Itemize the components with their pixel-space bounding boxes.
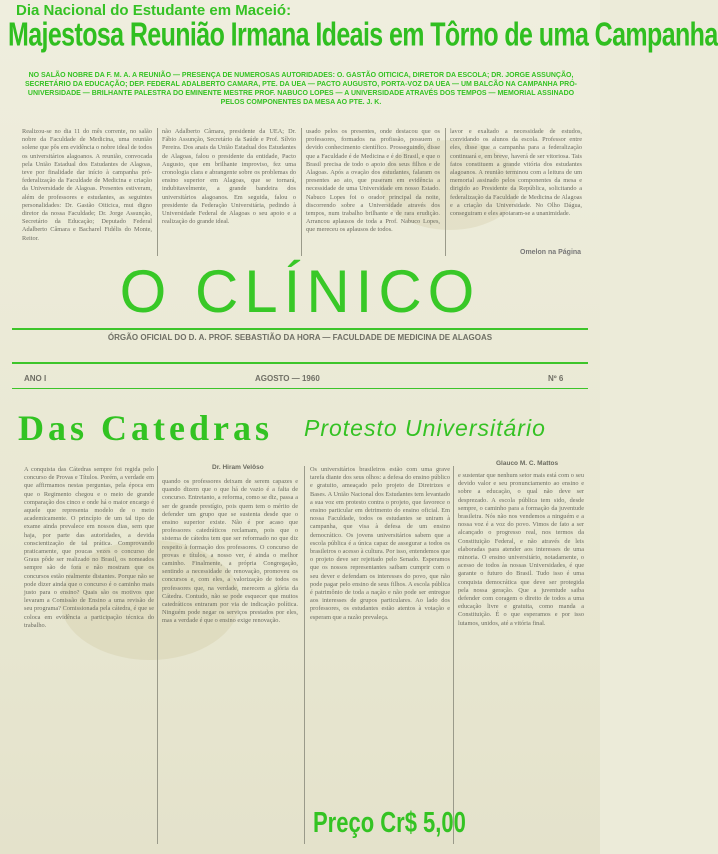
left-story-byline: Dr. Hiram Velôso	[212, 464, 264, 471]
right-story-title: Protesto Universitário	[304, 415, 546, 441]
info-rule-bottom	[12, 388, 588, 389]
issue-year: ANO I	[24, 374, 47, 383]
masthead-rule	[12, 328, 588, 330]
top-column-3: usado pelos os presentes, onde destacou que os professores, formados na profissão, possuem o devido conhecimento científico. Prosseguindo, disse que a Faculdade é de Medicina e é do Brasil, e que o Brasil precisa de todo o apoio dos seus filhos e de Alagoas. Após a ovação dos estudantes, falaram os presentes ao ato, que puseram em evidência a necessidade de uma Universidade em nosso Estado. Nabuco Lopes foi o orador principal da noite, discorrendo sobre a Universidade através dos tempos, num trabalho brilhante e de rara erudição. Arrancou aplausos de toda a Prof. Nabuco Lopes, que mereceu os aplausos de todos.	[306, 128, 440, 234]
left-story-column-1: A conquista das Cátedras sempre foi regida pelo concurso de Provas e Títulos. Porém, a verdade em que affirmamos nestas perguntas, pela época em que o Regimento chegou e o meio de grande comparação dos cinco e onde há o maior encargo é aquele que representa modelo de o meio academicamente. O princípio de um tal tipo de exame ainda prevalece em nossos dias, sem que haja, por parte das autoridades, a devida conscientização de tal prática. Comprovando praticamente, que poucas vezes o concurso de Graus pôde ser realizado no Brasil, os nomeados sempre são de fora e não mostram que os concursos estão realmente distantes. Porque não se pode dizer ainda que o concurso é o caminho mais justo para o ensino? Quais são os motivos que levaram a Comissão de Ensino a uma revisão de seu programa? Comissionada pela cátedra, é que se coloca em evidência a participação técnica do trabalho.	[24, 466, 154, 629]
right-story-byline: Glauco M. C. Mattos	[496, 460, 559, 467]
issue-date: AGOSTO — 1960	[255, 374, 320, 383]
subhead: NO SALÃO NOBRE DA F. M. A. A REUNIÃO — PRESENÇA DE NUMEROSAS AUTORIDADES: O. GASTÃO OITICICA, DIRETOR DA ESCOLA; DR. JORGE ASSUNÇÃO, SECRETÁRIO DA EDUCAÇÃO; DEP. FEDERAL ADALBERTO CAMARA, PTE. DA UEA — PACTO AUGUSTO, PORTA-VOZ DA UEA — UM BALCÃO NA CAMPANHA PRÓ-UNIVERSIDADE — BRILHANTE PALESTRA DO EMINENTE MESTRE PROF. NABUCO LOPES — A UNIVERSIDADE ATRAVÉS DOS TEMPOS — MEMORIAL ASSINADO PELOS COMPONENTES DA MESA AO PTE. J. K.	[25, 72, 577, 106]
column-divider	[304, 466, 305, 844]
info-rule-top	[12, 362, 588, 364]
top-column-4: lavor e exaltado a necessidade de estudos, convidando os alunos da escola. Professor entre eles, disse que a campanha para a federalização continuará e, em breve, haverá de ser vitoriosa. Tais fatos constituem a grande vitória dos estudantes alagoanos. A reunião terminou com a leitura de um memorial assinado pelos componentes da mesa e dirigido ao Presidente da República, solicitando a federalização da Faculdade de Medicina de Alagoas e a criação da Universidade. No Olho Dágua, conseguiram e eles apoiaram-se a unanimidade.	[450, 128, 582, 218]
left-story-title: Das Catedras	[18, 408, 273, 448]
right-story-column-1: Os universitários brasileiros estão com uma grave tarefa diante dos seus olhos: a defesa do ensino público e gratuito, ameaçado pelo projeto de Diretrizes e Bases. A União Nacional dos Estudantes tem levantado a sua voz em protesto contra o projeto, que favorece o ensino particular em detrimento do ensino oficial. Em nossa Faculdade, todos os estudantes se uniram à campanha, que visa à defesa de um ensino democrático. Os jovens universitários sabem que a escola pública é a única capaz de assegurar a todos os brasileiros o acesso à cultura. Por isso, entendemos que o projeto deve ser rejeitado pelo Senado. Esperamos que os nossos representantes saibam cumprir com o seu dever e defendam os interesses do povo, que não pode pagar pelo ensino de seus filhos. A escola pública é patrimônio de toda a nação e não pode ser entregue aos interesses de grupos particulares. Ao lado dos professores, os estudantes estão atentos à votação e esperam que a razão prevaleça.	[310, 466, 450, 621]
left-story-column-2: quando os professores deixam de serem capazes e quando dizem que o que há de vazio é a falta de concurso. Entretanto, a reforma, como se diz, passa a ser de grande prestígio, pois quem tem o mérito de defender um grupo que se sustenta desde que o ensino superior existe. Não é por acaso que professores catedráticos reclamam, pois que o sistema de cátedra tem que ser reformado no que diz respeito à formação dos professores. O concurso de provas e títulos, a nosso ver, é ainda o melhor caminho. Finalmente, a própria Congregação, sentindo a necessidade de renovação, promoveu os concursos e, com eles, a valorização de todos os professores que, na verdade, merecem a glória da Cátedra. Contudo, não se pode esquecer que muitos catedráticos entraram por via de indicação política. Ninguém pode negar os serviços prestados por eles, mas a verdade é que o ensino exige renovação.	[162, 478, 298, 625]
kicker: Dia Nacional do Estudante em Maceió:	[16, 2, 292, 19]
column-divider	[445, 128, 446, 256]
masthead-title: O CLÍNICO	[119, 258, 481, 325]
issue-number: Nº 6	[548, 374, 564, 383]
column-divider	[157, 128, 158, 256]
column-divider	[453, 466, 454, 844]
top-column-2: não Adalberto Câmara, presidente da UEA; Dr. Fábio Assunção, Secretário da Saúde e Prof. Sílvio Pereira. Dos anais da União Estadual dos Estudantes de Alagoas, falou o presidente da entidade, Pacto Augusto, que em brilhante improviso, fez uma cronologia clara e abrangente sobre os problemas do ensino superior em Alagoas, que se tornará, indubitavelmente, a grande bandeira dos universitários alagoanos. Em seguida, falou o presidente da Federação Universitária, pedindo à Universidade Federal de Alagoas o seu apoio e a realização do grande ideal.	[162, 128, 296, 226]
organization-line: ÓRGÃO OFICIAL DO D. A. PROF. SEBASTIÃO DA HORA — FACULDADE DE MEDICINA DE ALAGOAS	[107, 333, 493, 342]
price-label: Preço Cr$ 5,00	[313, 806, 466, 839]
column-divider	[301, 128, 302, 256]
column-divider	[157, 466, 158, 844]
main-headline: Majestosa Reunião Irmana Ideais em Tôrno de uma Campanha	[8, 16, 718, 54]
top-signature: Omelon na Página	[520, 249, 582, 256]
top-column-1: Realizou-se no dia 11 do mês corrente, no salão nobre da Faculdade de Medicina, uma reunião solene que pôs em evidência o nobre ideal de todos os universitários alagoanos. A reunião, convocada pela União Estadual dos Estudantes de Alagoas, teve por finalidade dar início à campanha pró-federalização da Faculdade de Medicina e criação da Universidade de Alagoas. Presentes estiveram, além de professores e estudantes, as seguintes personalidades: Dr. Gastão Oiticica, mui digno diretor da nossa Faculdade; Dr. Jorge Assunção, Secretário da Educação; Deputado Federal Adalberto Câmara e Bacharel Fidélis do Monte, Reitor.	[22, 128, 152, 242]
right-story-column-2: e sustentar que nenhum setor mais está com o seu devido valor e seu pronunciamento ao ensino e sobre a educação, o qual não deve ser desprezado. A escola pública tem sido, desde sempre, o caminho para a formação da juventude brasileira. Nós não nos vendemos a ninguém e a nossa voz é a voz do povo. Vimos de fato a ser alcançado o progresso real, nos termos da Constituição Federal, e não através de leis elaboradas para atender aos interesses de uma minoria. O ensino universitário, notadamente, o acesso de todos às nossas Universidades, é que garante o futuro do Brasil. Tudo isso é uma conquista democrática que deve ser protegida pela nossa geração. Que a juventude saiba defender com coragem o direito de todos a uma educação livre e gratuita, como manda a Constituição. É o que esperamos e por isso lutamos, unidos, até a vitória final.	[458, 472, 584, 627]
